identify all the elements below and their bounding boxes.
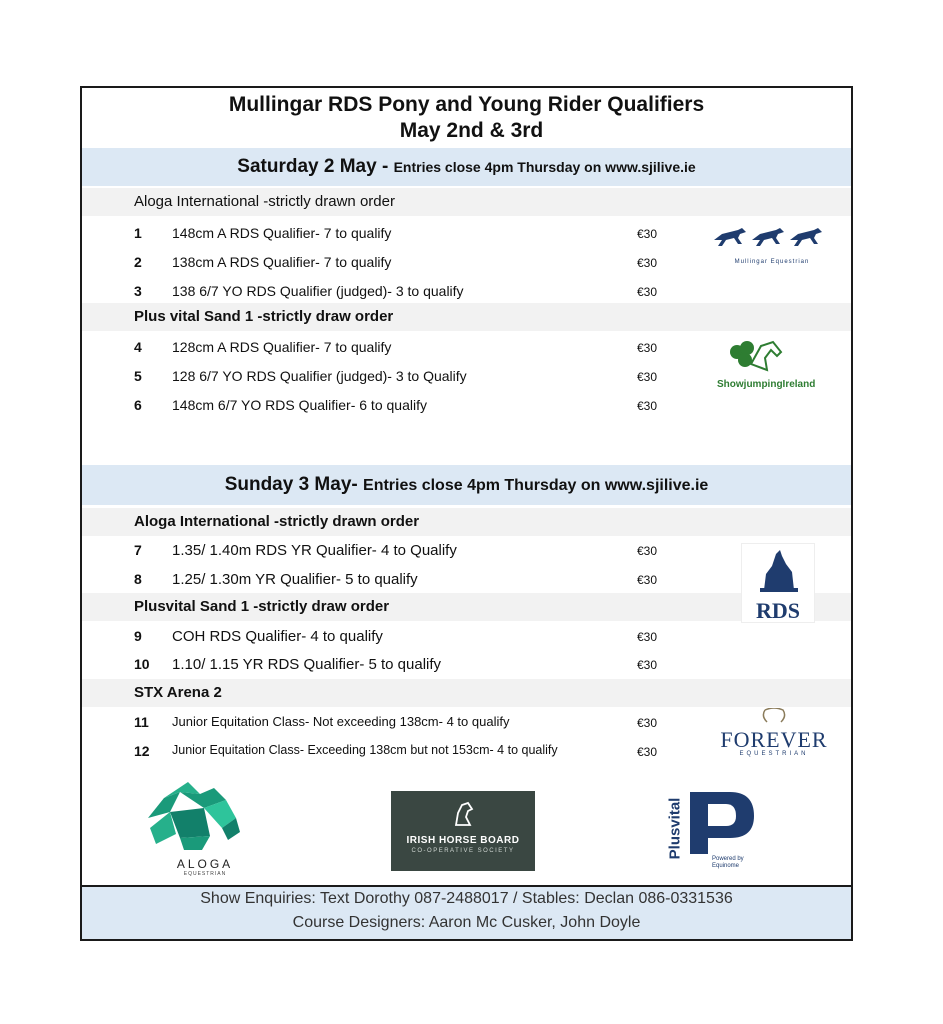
class-fee: €30 <box>637 658 658 672</box>
horse-icon <box>712 220 832 254</box>
class-fee: €30 <box>637 745 658 759</box>
course-designers: Course Designers: Aaron Mc Cusker, John Doyle <box>292 914 641 931</box>
sunday-entries: Entries close 4pm Thursday on www.sjilive.ie <box>363 477 709 494</box>
class-row <box>82 737 682 765</box>
class-row <box>82 536 682 564</box>
page-title <box>82 92 851 144</box>
saturday-entries: Entries close 4pm Thursday on www.sjilive.ie <box>393 159 696 175</box>
ihb-logo-subtext: CO-OPERATIVE SOCIETY <box>411 848 515 854</box>
shamrock-horse-icon <box>717 336 787 374</box>
class-row <box>82 219 682 247</box>
plusvital-p-icon <box>690 792 756 854</box>
mullingar-equestrian-logo <box>712 220 832 270</box>
class-name: Junior Equitation Class- Not exceeding 138cm- 4 to qualify <box>172 714 510 729</box>
class-fee: €30 <box>637 285 658 299</box>
class-number: 3 <box>134 283 142 299</box>
plusvital-vertical-text <box>666 790 686 872</box>
class-row <box>82 650 682 678</box>
class-row <box>82 622 682 650</box>
class-number: 10 <box>134 656 150 672</box>
class-number: 7 <box>134 542 142 558</box>
class-row <box>82 277 682 305</box>
class-row <box>82 708 682 736</box>
rds-logo <box>742 544 814 622</box>
class-number: 12 <box>134 743 150 759</box>
aloga-logo-text: ALOGA <box>176 857 234 871</box>
sunday-section-1-label: Aloga International -strictly drawn order <box>82 508 851 536</box>
class-name: 128cm A RDS Qualifier- 7 to qualify <box>172 339 392 355</box>
sunday-header <box>82 465 851 505</box>
class-name: COH RDS Qualifier- 4 to qualify <box>172 628 383 645</box>
class-name: 138 6/7 YO RDS Qualifier (judged)- 3 to qualify <box>172 283 464 299</box>
class-number: 6 <box>134 397 142 413</box>
class-fee: €30 <box>637 573 658 587</box>
plusvital-logo-text: Plusvital <box>666 797 684 860</box>
forever-logo-text: FOREVER <box>720 727 828 752</box>
class-row <box>82 565 682 593</box>
sji-logo-text: ShowjumpingIreland <box>717 379 816 390</box>
forever-logo-subtext: EQUESTRIAN <box>739 751 809 757</box>
sunday-section-3-label: STX Arena 2 <box>82 679 851 707</box>
class-row <box>82 391 682 419</box>
class-name: 1.35/ 1.40m RDS YR Qualifier- 4 to Qualify <box>172 542 457 559</box>
show-enquiries: Show Enquiries: Text Dorothy 087-2488017 / Stables: Declan 086-0331536 <box>200 890 733 907</box>
class-number: 9 <box>134 628 142 644</box>
ihb-logo-text: IRISH HORSE BOARD <box>406 835 520 846</box>
saturday-heading: Saturday 2 May - <box>237 156 394 177</box>
class-name: Junior Equitation Class- Exceeding 138cm but not 153cm- 4 to qualify <box>172 743 558 757</box>
class-number: 5 <box>134 368 142 384</box>
rds-logo-text: RDS <box>755 598 800 623</box>
forever-equestrian-logo <box>719 708 829 760</box>
aloga-equestrian-logo <box>140 778 250 878</box>
geometric-horse-icon <box>140 778 250 852</box>
title-line-2: May 2nd & 3rd <box>399 119 544 142</box>
aloga-logo-subtext: EQUESTRIAN <box>183 871 227 877</box>
class-fee: €30 <box>637 341 658 355</box>
class-number: 2 <box>134 254 142 270</box>
class-row <box>82 362 682 390</box>
saturday-section-1-label: Aloga International -strictly drawn order <box>82 188 851 216</box>
class-fee: €30 <box>637 399 658 413</box>
class-fee: €30 <box>637 716 658 730</box>
plusvital-logo <box>666 790 762 872</box>
plusvital-logo-subtext: Powered by Equinome <box>712 856 744 869</box>
class-name: 138cm A RDS Qualifier- 7 to qualify <box>172 254 392 270</box>
class-fee: €30 <box>637 630 658 644</box>
class-row <box>82 333 682 361</box>
event-schedule-sheet <box>80 86 853 941</box>
sunday-section-2-label: Plusvital Sand 1 -strictly draw order <box>82 593 851 621</box>
class-fee: €30 <box>637 256 658 270</box>
class-name: 1.25/ 1.30m YR Qualifier- 5 to qualify <box>172 571 418 588</box>
saturday-section-2-label: Plus vital Sand 1 -strictly draw order <box>82 303 851 331</box>
class-number: 11 <box>134 714 149 730</box>
horse-head-icon <box>448 799 478 829</box>
class-number: 8 <box>134 571 142 587</box>
footer <box>82 885 851 939</box>
mullingar-logo-text: Mullingar Equestrian <box>734 259 810 265</box>
irish-horse-board-logo <box>391 791 535 871</box>
showjumping-ireland-logo <box>717 336 822 396</box>
horseshoe-icon <box>759 708 789 724</box>
class-name: 1.10/ 1.15 YR RDS Qualifier- 5 to qualify <box>172 656 442 673</box>
class-name: 148cm A RDS Qualifier- 7 to qualify <box>172 225 392 241</box>
class-name: 128 6/7 YO RDS Qualifier (judged)- 3 to Qualify <box>172 368 467 384</box>
class-fee: €30 <box>637 370 658 384</box>
class-number: 4 <box>134 339 142 355</box>
title-line-1: Mullingar RDS Pony and Young Rider Qualifiers <box>228 93 705 116</box>
class-fee: €30 <box>637 227 658 241</box>
rds-crest-icon <box>742 544 814 594</box>
class-number: 1 <box>134 225 142 241</box>
class-row <box>82 248 682 276</box>
saturday-header <box>82 148 851 186</box>
class-fee: €30 <box>637 544 658 558</box>
sunday-heading: Sunday 3 May- <box>224 474 364 495</box>
class-name: 148cm 6/7 YO RDS Qualifier- 6 to qualify <box>172 397 427 413</box>
